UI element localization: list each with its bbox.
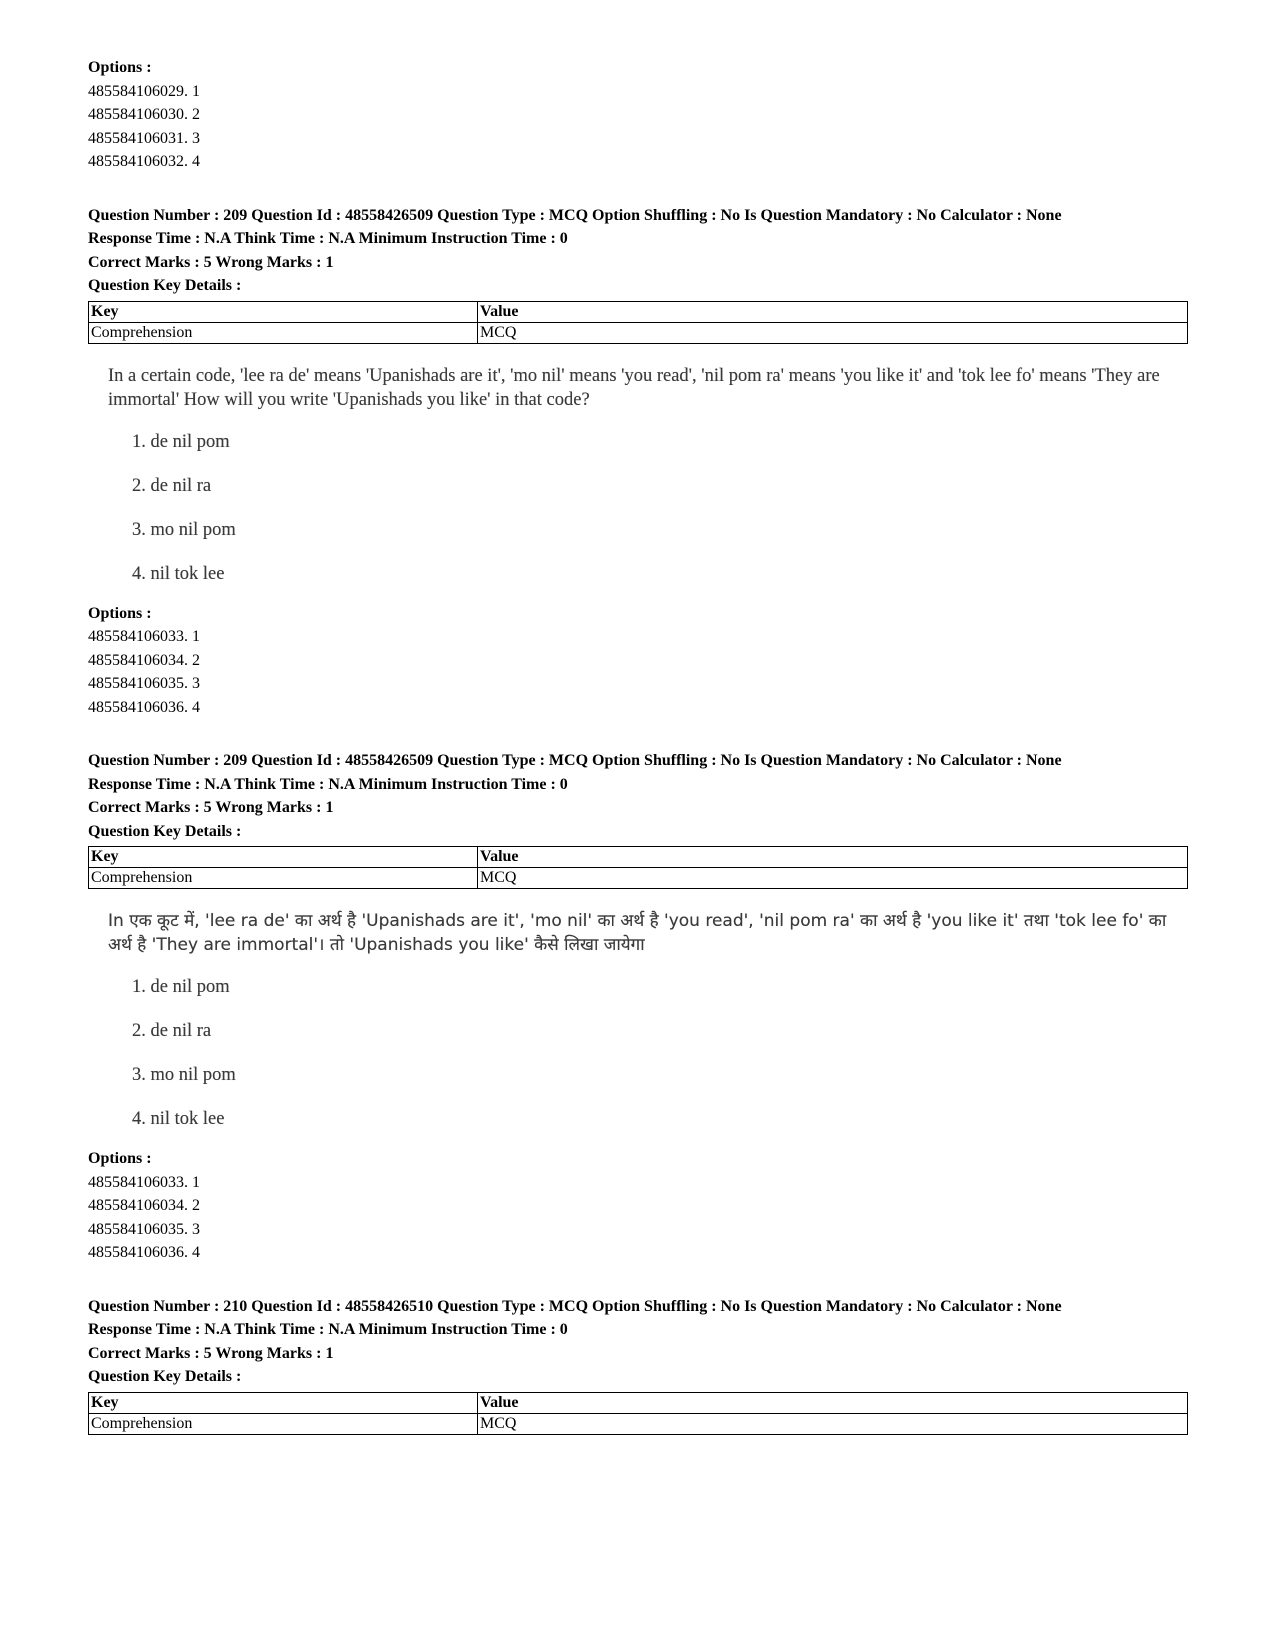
option-id: 485584106034. 2 xyxy=(88,651,200,669)
answer-choice: 1. de nil pom xyxy=(132,977,230,997)
option-id: 485584106035. 3 xyxy=(88,1220,200,1238)
table-header-key: Key xyxy=(89,1392,478,1413)
option-id: 485584106033. 1 xyxy=(88,628,200,645)
table-row xyxy=(89,868,1188,889)
option-id: 485584106030. 2 xyxy=(88,106,200,123)
table-header-row xyxy=(89,847,1188,868)
answer-choice: 3. mo nil pom xyxy=(132,519,236,540)
table-header-key: Key xyxy=(89,301,478,322)
table-row xyxy=(89,1413,1188,1434)
table-header-value: Value xyxy=(478,301,1188,322)
table-cell-value: MCQ xyxy=(478,868,1188,889)
key-details-label: Question Key Details : xyxy=(88,277,242,294)
option-id: 485584106031. 3 xyxy=(88,129,200,147)
table-header-value: Value xyxy=(478,1392,1188,1413)
answer-choice: 3. mo nil pom xyxy=(132,1065,236,1085)
table-header-row xyxy=(89,1392,1188,1413)
answer-choice: 4. nil tok lee xyxy=(132,563,225,584)
question-meta: Question Number : 210 Question Id : 48558426510 Question Type : MCQ Option Shuffling : No Is Question Mandatory : No Calculator : None xyxy=(88,1297,1062,1315)
option-id: 485584106036. 4 xyxy=(88,698,200,716)
option-id: 485584106036. 4 xyxy=(88,1244,200,1261)
question-stem: In a certain code, 'lee ra de' means 'Upanishads are it', 'mo nil' means 'you read', 'nil pom ra' means 'you like it' and 'tok lee fo' means 'They are immortal' How will you write 'Upanishads you like' in that code? xyxy=(108,365,1160,410)
table-header-key: Key xyxy=(89,847,478,868)
question-marks: Correct Marks : 5 Wrong Marks : 1 xyxy=(88,1344,334,1362)
question-body xyxy=(88,909,1188,1137)
document-page xyxy=(88,56,1188,1435)
answer-choice: 4. nil tok lee xyxy=(132,1109,225,1129)
question-marks: Correct Marks : 5 Wrong Marks : 1 xyxy=(88,799,334,816)
table-header-value: Value xyxy=(478,847,1188,868)
table-cell-key: Comprehension xyxy=(89,1413,478,1434)
question-timing: Response Time : N.A Think Time : N.A Minimum Instruction Time : 0 xyxy=(88,775,568,793)
option-id: 485584106034. 2 xyxy=(88,1197,200,1214)
previous-question-options xyxy=(88,56,1188,174)
key-details-table xyxy=(88,301,1188,344)
option-id: 485584106035. 3 xyxy=(88,675,200,692)
question-block xyxy=(88,749,1188,1265)
question-body xyxy=(88,364,1188,592)
answer-choice: 1. de nil pom xyxy=(132,431,230,452)
question-timing: Response Time : N.A Think Time : N.A Minimum Instruction Time : 0 xyxy=(88,230,568,247)
question-stem: In एक कूट में, 'lee ra de' का अर्थ है 'Upanishads are it', 'mo nil' का अर्थ है 'you read', 'nil pom ra' का अर्थ है 'you like it' तथा 'tok lee fo' का अर्थ है 'They are immortal'। तो 'Upanishads you like' कैसे लिखा जायेगा xyxy=(108,911,1167,955)
table-header-row xyxy=(89,301,1188,322)
option-id: 485584106029. 1 xyxy=(88,82,200,100)
table-cell-value: MCQ xyxy=(478,322,1188,343)
table-cell-value: MCQ xyxy=(478,1413,1188,1434)
answer-choice: 2. de nil ra xyxy=(132,1021,212,1041)
key-details-label: Question Key Details : xyxy=(88,822,242,840)
option-id: 485584106032. 4 xyxy=(88,153,200,170)
option-id: 485584106033. 1 xyxy=(88,1173,200,1191)
table-cell-key: Comprehension xyxy=(89,868,478,889)
question-block xyxy=(88,1295,1188,1435)
options-label: Options : xyxy=(88,59,152,76)
key-details-label: Question Key Details : xyxy=(88,1368,242,1385)
options-label: Options : xyxy=(88,604,152,622)
question-block xyxy=(88,204,1188,720)
question-timing: Response Time : N.A Think Time : N.A Minimum Instruction Time : 0 xyxy=(88,1321,568,1338)
table-cell-key: Comprehension xyxy=(89,322,478,343)
key-details-table xyxy=(88,1392,1188,1435)
key-details-table xyxy=(88,846,1188,889)
options-label: Options : xyxy=(88,1150,152,1167)
question-marks: Correct Marks : 5 Wrong Marks : 1 xyxy=(88,253,334,271)
table-row xyxy=(89,322,1188,343)
answer-choice: 2. de nil ra xyxy=(132,475,212,496)
question-meta: Question Number : 209 Question Id : 48558426509 Question Type : MCQ Option Shuffling : No Is Question Mandatory : No Calculator : None xyxy=(88,206,1062,224)
question-meta: Question Number : 209 Question Id : 48558426509 Question Type : MCQ Option Shuffling : No Is Question Mandatory : No Calculator : None xyxy=(88,752,1062,769)
